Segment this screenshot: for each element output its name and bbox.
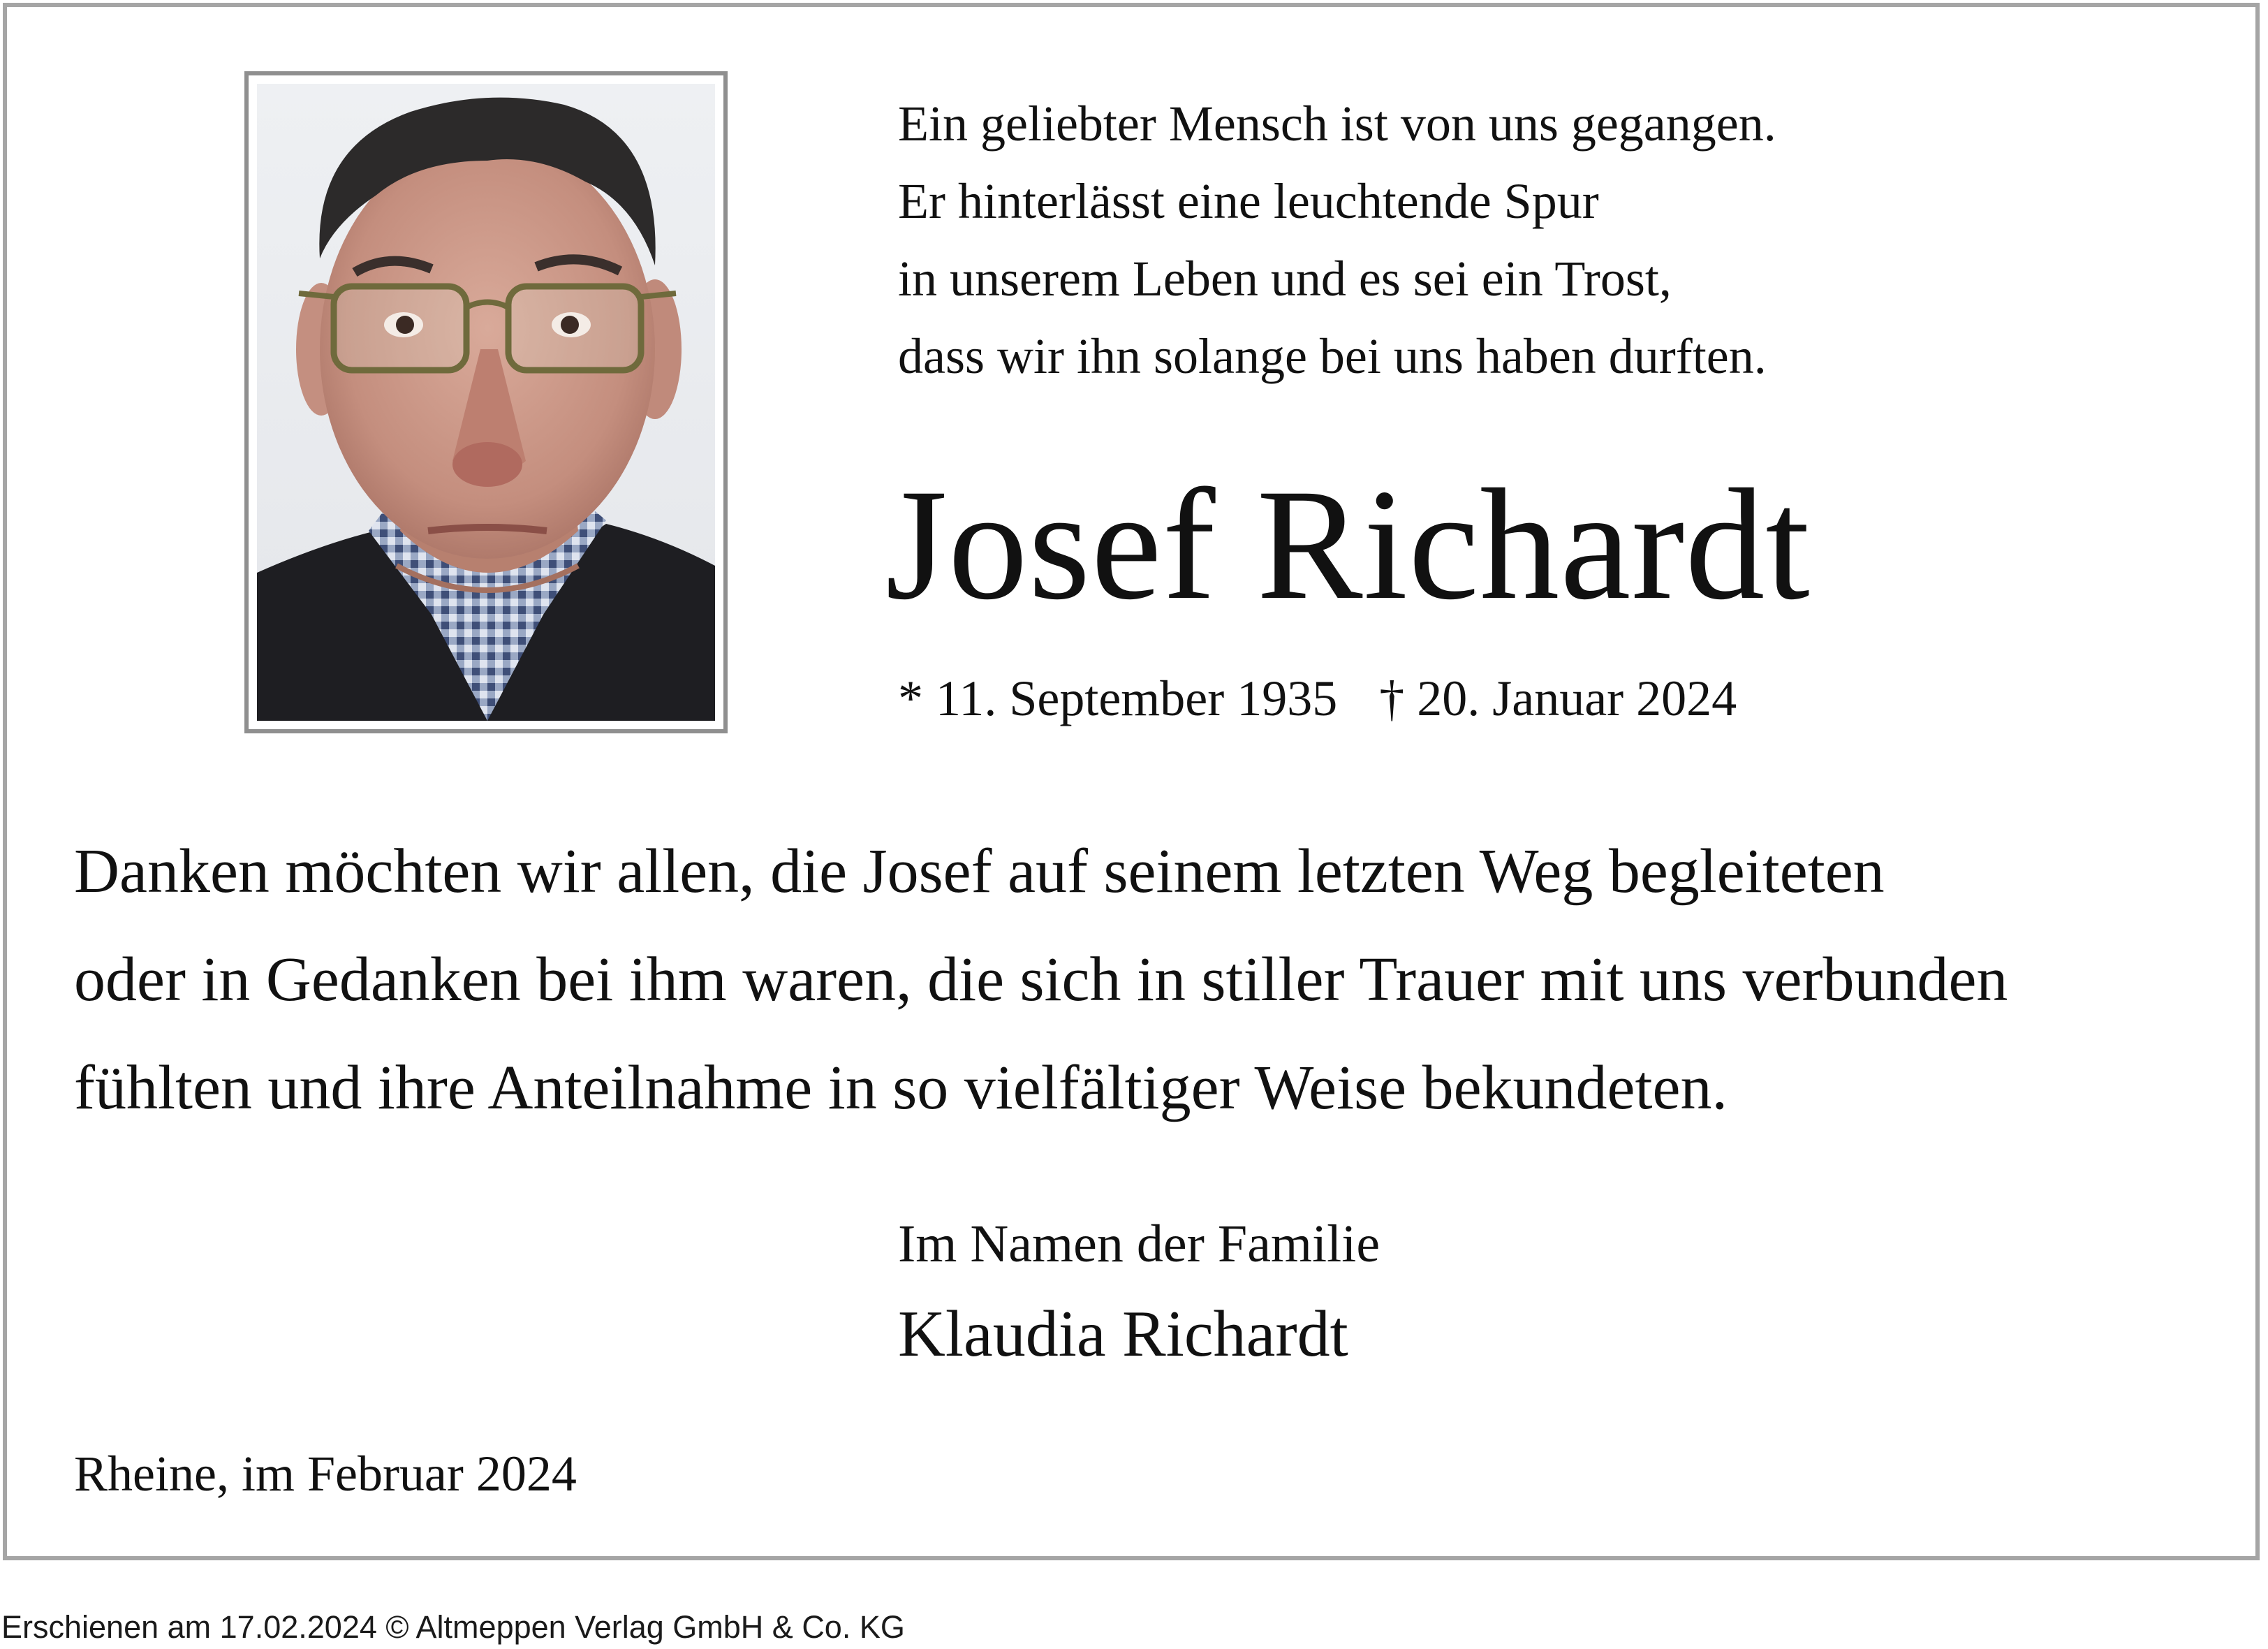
thanks-line: Danken möchten wir allen, die Josef auf seinem letzten Weg begleiteten xyxy=(74,837,1885,906)
signature-intro: Im Namen der Familie xyxy=(898,1215,1380,1273)
publication-footer: Erschienen am 17.02.2024 © Altmeppen Verlag GmbH & Co. KG xyxy=(1,1609,905,1645)
verse xyxy=(898,85,2225,395)
obituary-frame xyxy=(3,3,2260,1560)
life-dates xyxy=(898,664,1737,733)
place-date: Rheine, im Februar 2024 xyxy=(74,1446,577,1502)
portrait-photo xyxy=(257,84,715,721)
death-date: † 20. Januar 2024 xyxy=(1379,670,1737,726)
verse-line: Ein geliebter Mensch ist von uns gegangen. xyxy=(898,96,1776,152)
thanks-text xyxy=(74,817,2008,1142)
deceased-name: Josef Richardt xyxy=(885,457,1811,633)
thanks-line: fühlten und ihre Anteilnahme in so vielfältiger Weise bekundeten. xyxy=(74,1053,1728,1122)
verse-line: Er hinterlässt eine leuchtende Spur xyxy=(898,173,1599,229)
verse-line: in unserem Leben und es sei ein Trost, xyxy=(898,251,1672,307)
thanks-line: oder in Gedanken bei ihm waren, die sich in stiller Trauer mit uns verbunden xyxy=(74,945,2008,1014)
birth-date: * 11. September 1935 xyxy=(898,670,1338,726)
verse-line: dass wir ihn solange bei uns haben durften. xyxy=(898,328,1767,384)
portrait-frame xyxy=(244,71,728,733)
signature-name: Klaudia Richardt xyxy=(898,1298,1348,1370)
